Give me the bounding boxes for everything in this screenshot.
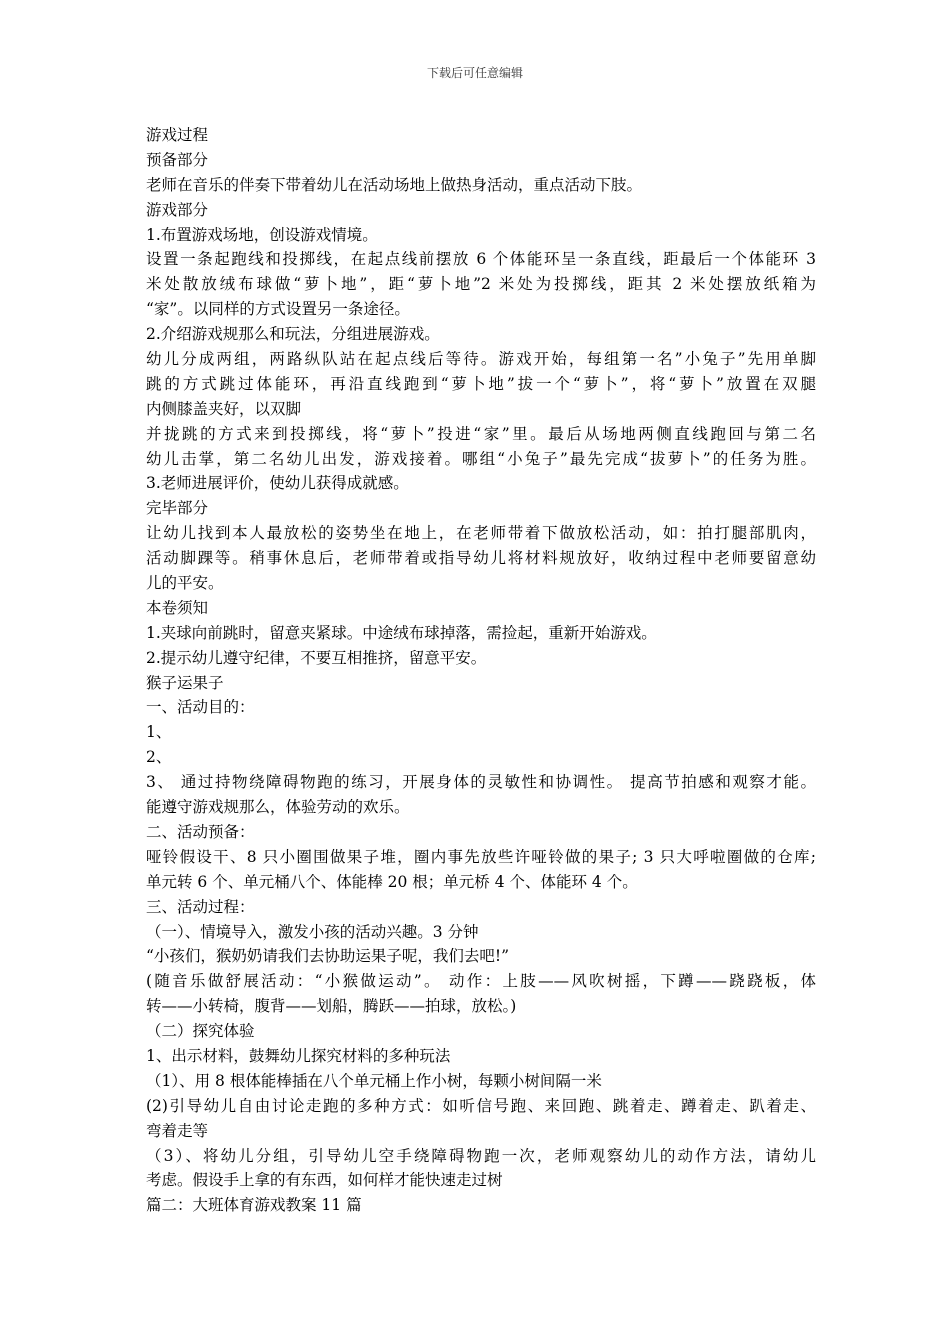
document-body: [146, 123, 816, 1218]
text-line: 内侧膝盖夹好，以双脚: [146, 399, 302, 418]
text-line: 预备部分: [146, 150, 209, 169]
text-line: 二、活动预备：: [146, 822, 255, 841]
text-line: 篇二：大班体育游戏教案 11 篇: [146, 1196, 362, 1215]
text-line: 游戏过程: [146, 126, 209, 144]
text-line: 猴子运果子: [146, 673, 224, 692]
text-line: 活动脚踝等。稍事休息后，老师带着或指导幼儿将材料规放好，收纳过程中老师要留意幼: [146, 549, 816, 568]
text-line: 老师在音乐的伴奏下带着幼儿在活动场地上做热身活动，重点活动下肢。: [146, 175, 643, 194]
text-line: 哑铃假设干、8 只小圈围做果子堆，圈内事先放些许哑铃做的果子; 3 只大呼啦圈做的仓库;: [146, 847, 816, 866]
text-line: 并拢跳的方式来到投掷线，将“萝卜”投进“家”里。最后从场地两侧直线跑回与第二名: [146, 424, 816, 443]
text-line: 1.夹球向前跳时，留意夹紧球。中途绒布球掉落，需捡起，重新开始游戏。: [146, 623, 657, 642]
text-line: 2.介绍游戏规那么和玩法，分组进展游戏。: [146, 325, 440, 344]
text-line: （3）、将幼儿分组，引导幼儿空手绕障碍物跑一次，老师观察幼儿的动作方法，请幼儿: [146, 1146, 816, 1165]
text-line: 设置一条起跑线和投掷线，在起点线前摆放 6 个体能环呈一条直线，距最后一个体能环 3: [146, 250, 816, 269]
text-line: 3、 通过持物绕障碍物跑的练习，开展身体的灵敏性和协调性。 提高节拍感和观察才能。: [146, 773, 816, 792]
text-line: 2、: [146, 748, 172, 767]
text-line: 单元转 6 个、单元桶八个、体能棒 20 根；单元桥 4 个、体能环 4 个。: [146, 872, 638, 891]
text-line: 游戏部分: [146, 200, 209, 219]
text-line: 三、活动过程：: [146, 897, 255, 916]
text-line: “家”。以同样的方式设置另一条途径。: [146, 300, 410, 319]
text-line: 米处散放绒布球做“萝卜地”，距“萝卜地”2 米处为投掷线，距其 2 米处摆放纸箱为: [146, 275, 816, 294]
text-line: 3.老师进展评价，使幼儿获得成就感。: [146, 474, 409, 493]
text-line: 跳的方式跳过体能环，再沿直线跑到“萝卜地”拔一个“萝卜”，将“萝卜”放置在双腿: [146, 374, 816, 393]
text-line: (2)引导幼儿自由讨论走跑的多种方式：如听信号跑、来回跑、跳着走、蹲着走、趴着走、: [146, 1096, 816, 1115]
text-line: （一）、情境导入，激发小孩的活动兴趣。3 分钟: [146, 922, 479, 941]
text-line: 让幼儿找到本人最放松的姿势坐在地上，在老师带着下做放松活动，如：拍打腿部肌肉，: [146, 524, 816, 543]
text-line: （1）、用 8 根体能棒插在八个单元桶上作小树，每颗小树间隔一米: [146, 1071, 602, 1090]
text-line: 能遵守游戏规那么，体验劳动的欢乐。: [146, 798, 410, 817]
text-line: 考虑。假设手上拿的有东西，如何样才能快速走过树: [146, 1171, 503, 1190]
text-line: 一、活动目的：: [146, 698, 255, 717]
text-line: 完毕部分: [146, 499, 209, 518]
page-header: 下载后可任意编辑: [426, 66, 523, 80]
text-line: (随音乐做舒展活动：“小猴做运动”。 动作：上肢——风吹树摇，下蹲——跷跷板，体: [146, 972, 816, 991]
text-line: “小孩们，猴奶奶请我们去协助运果子呢，我们去吧!”: [146, 947, 510, 966]
text-line: 幼儿击掌，第二名幼儿出发，游戏接着。哪组“小兔子”最先完成“拔萝卜”的任务为胜。: [146, 449, 816, 468]
text-line: 1.布置游戏场地，创设游戏情境。: [146, 225, 378, 244]
text-line: 2.提示幼儿遵守纪律，不要互相推挤，留意平安。: [146, 648, 487, 667]
text-line: （二）探究体验: [146, 1022, 255, 1041]
text-line: 1、出示材料，鼓舞幼儿探究材料的多种玩法: [146, 1046, 451, 1065]
text-line: 转——小转椅，腹背——划船，腾跃——拍球，放松。): [146, 997, 517, 1016]
text-line: 本卷须知: [146, 598, 209, 617]
text-line: 幼儿分成两组，两路纵队站在起点线后等待。游戏开始，每组第一名”小兔子”先用单脚: [146, 350, 816, 369]
text-line: 儿的平安。: [146, 574, 224, 593]
text-line: 1、: [146, 723, 172, 742]
text-line: 弯着走等: [146, 1121, 209, 1140]
